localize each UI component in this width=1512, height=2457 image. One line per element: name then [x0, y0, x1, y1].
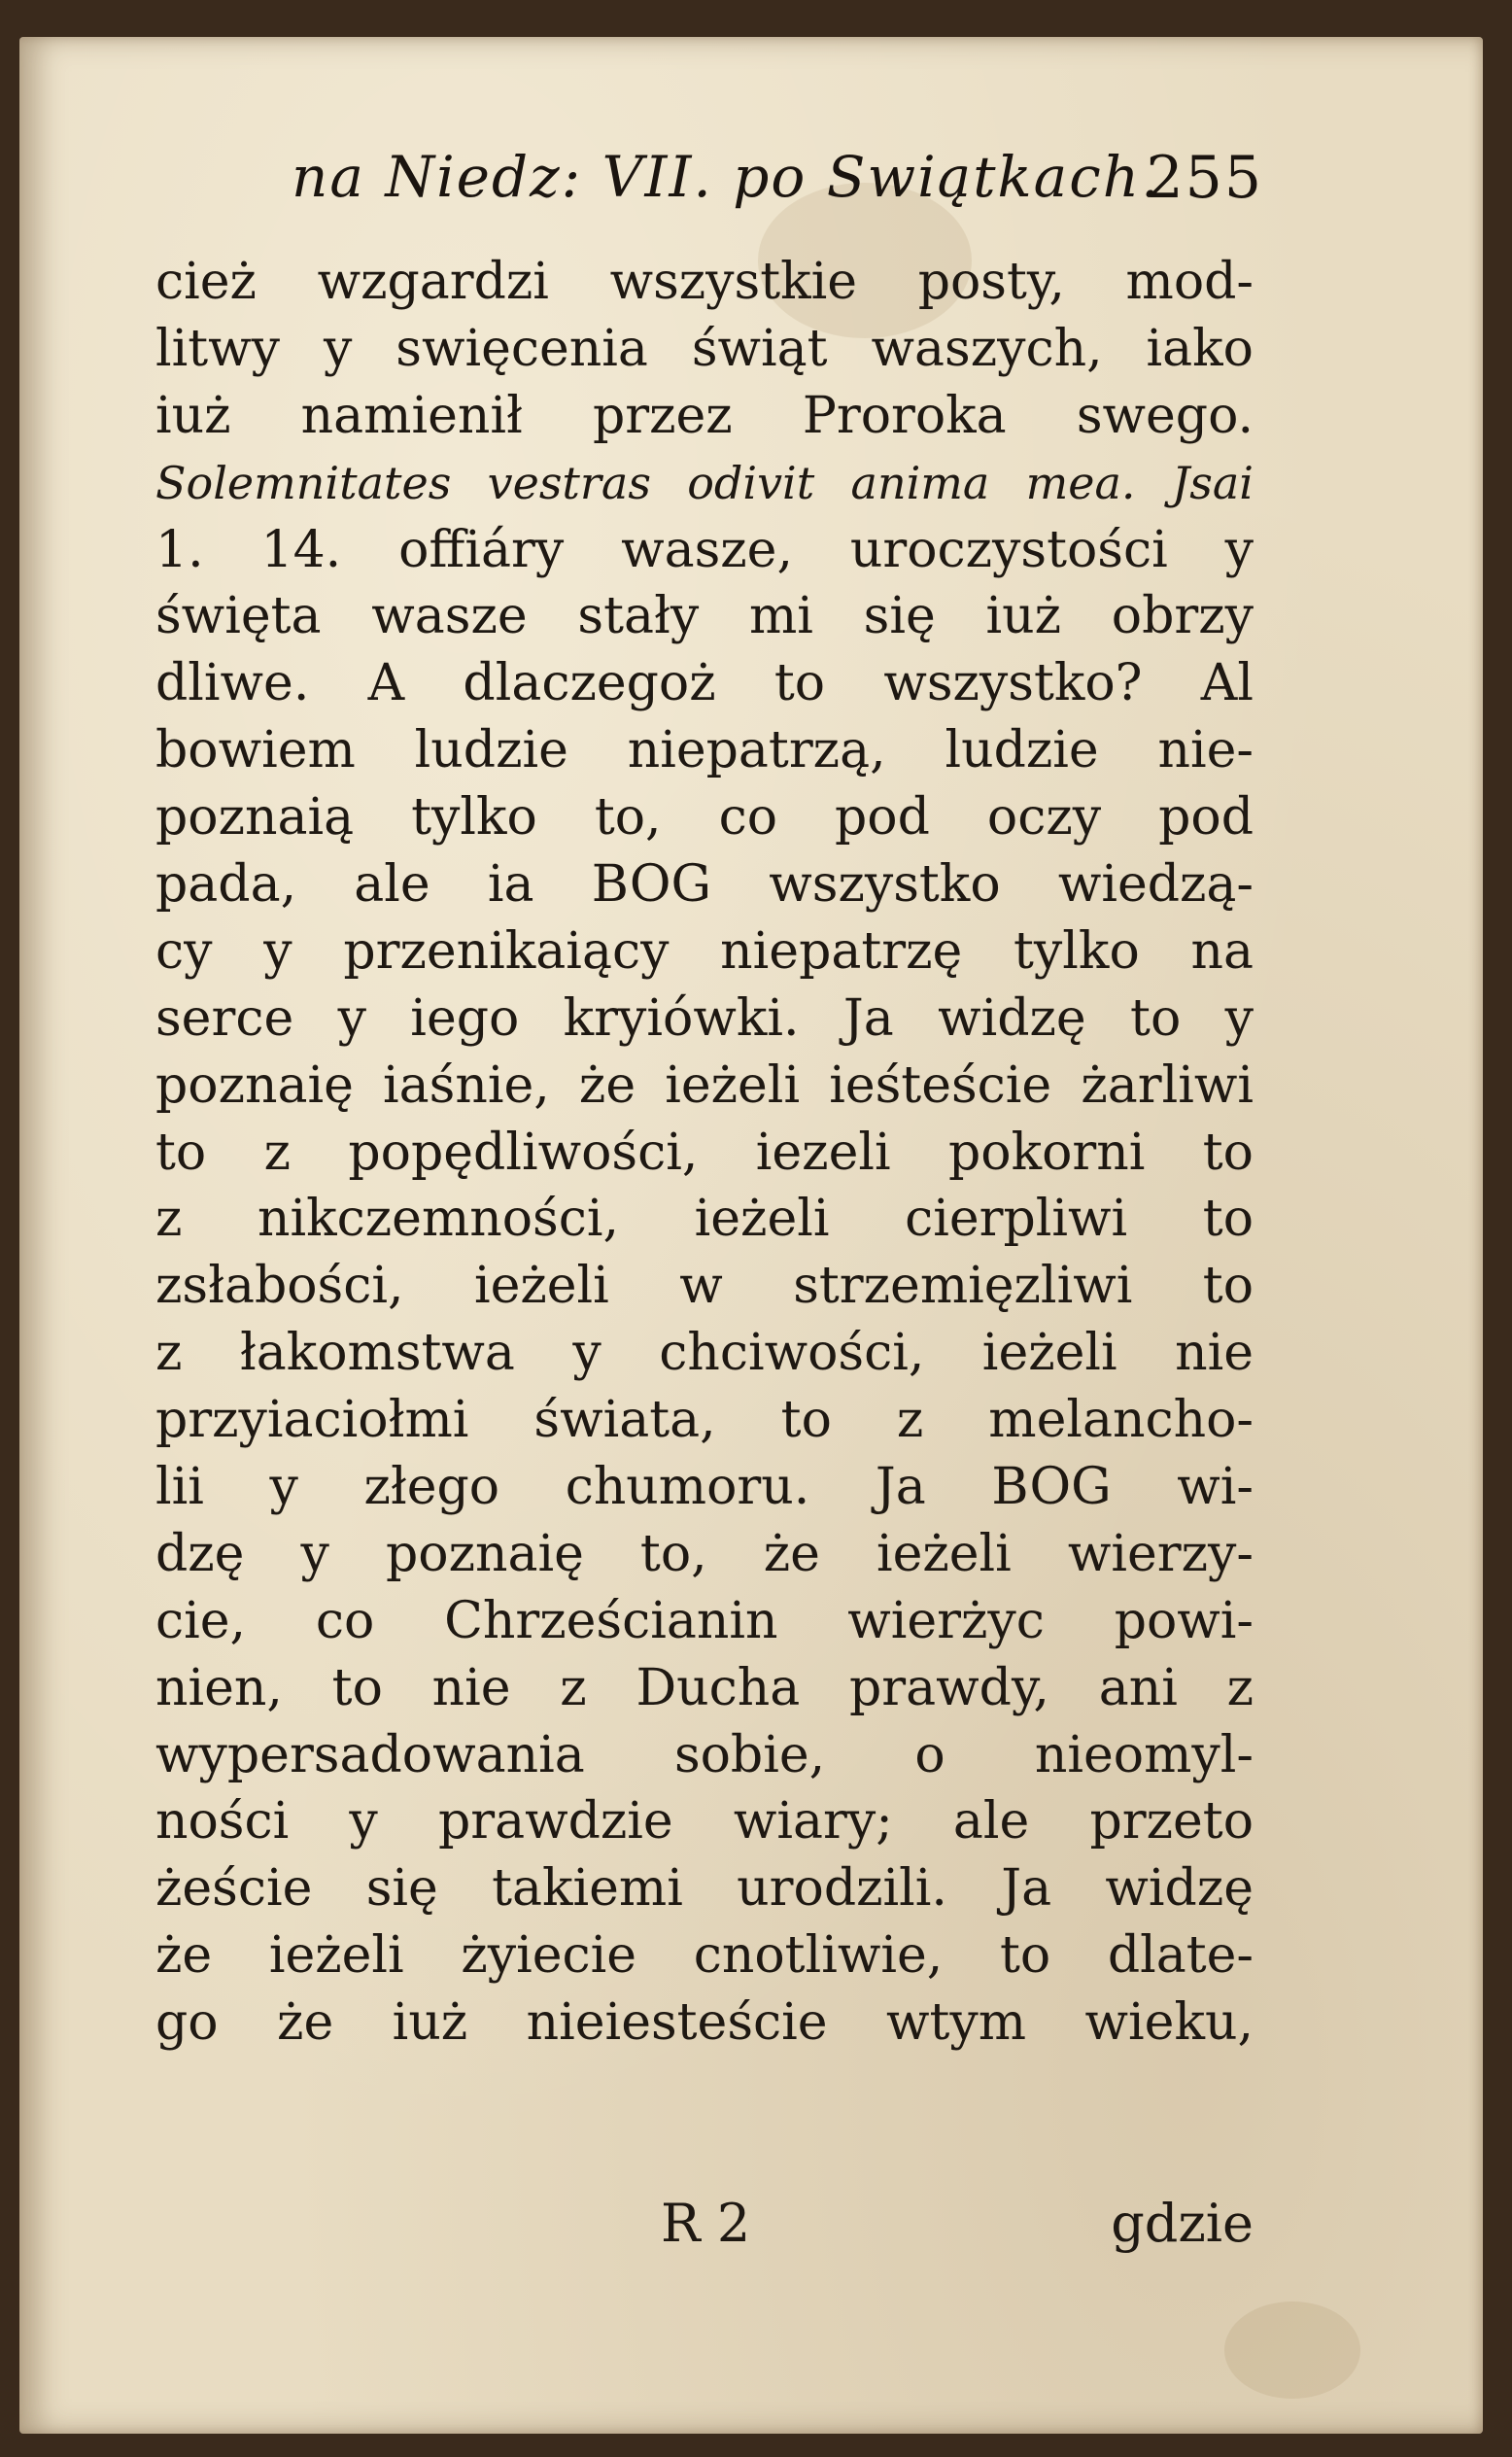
running-head	[292, 144, 1263, 231]
text-line: go że iuż nieiesteście wtym wieku,	[155, 1993, 1254, 2053]
text-line: iuż namienił przez Proroka swego.	[155, 386, 1254, 445]
catchword: gdzie	[1111, 2193, 1254, 2254]
text-line: cy y przenikaiący niepatrzę tylko na	[155, 921, 1254, 981]
text-line: bowiem ludzie niepatrzą, ludzie nie-	[155, 721, 1254, 780]
text-line: litwy y swięcenia świąt waszych, iako	[155, 319, 1254, 378]
text-line: cież wzgardzi wszystkie posty, mod-	[155, 253, 1254, 311]
text-line: dzę y poznaię to, że ieżeli wierzy-	[155, 1524, 1254, 1583]
text-line: 1. 14. offiáry wasze, uroczystości y	[155, 520, 1254, 579]
text-line: cie, co Chrześcianin wierżyc powi-	[155, 1591, 1254, 1650]
text-line: święta wasze stały mi się iuż obrzy	[155, 587, 1254, 646]
text-line: to z popędliwości, iezeli pokorni to	[155, 1123, 1254, 1182]
text-line-latin-quote: Solemnitates vestras odivit anima mea. Jsai	[155, 456, 1254, 509]
running-title: na Niedz: VII. po Swiątkach.	[292, 144, 1161, 210]
text-line: nien, to nie z Ducha prawdy, ani z	[155, 1658, 1254, 1717]
text-line: serce y iego kryiówki. Ja widzę to y	[155, 988, 1254, 1048]
text-line: wypersadowania sobie, o nieomyl-	[155, 1725, 1254, 1784]
text-line: przyiaciołmi świata, to z melancho-	[155, 1391, 1254, 1450]
book-page	[19, 37, 1483, 2434]
text-line: z nikczemności, ieżeli cierpliwi to	[155, 1190, 1254, 1249]
text-line: ności y prawdzie wiary; ale przeto	[155, 1792, 1254, 1851]
text-line: poznaią tylko to, co pod oczy pod	[155, 788, 1254, 848]
page-footer	[155, 2193, 1254, 2261]
text-line: poznaię iaśnie, że ieżeli ieśteście żarliwi	[155, 1055, 1254, 1115]
text-line: lii y złego chumoru. Ja BOG wi-	[155, 1458, 1254, 1517]
text-line: że ieżeli żyiecie cnotliwie, to dlate-	[155, 1926, 1254, 1986]
text-line: żeście się takiemi urodzili. Ja widzę	[155, 1859, 1254, 1919]
text-line: pada, ale ia BOG wszystko wiedzą-	[155, 855, 1254, 915]
paper-stain	[1224, 2301, 1360, 2399]
signature-mark: R 2	[661, 2193, 751, 2254]
text-line: zsłabości, ieżeli w strzemięzliwi to	[155, 1257, 1254, 1316]
text-line: dliwe. A dlaczegoż to wszystko? Al	[155, 654, 1254, 713]
text-line: z łakomstwa y chciwości, ieżeli nie	[155, 1324, 1254, 1383]
body-text	[155, 249, 1254, 2057]
page-number: 255	[1146, 144, 1263, 212]
